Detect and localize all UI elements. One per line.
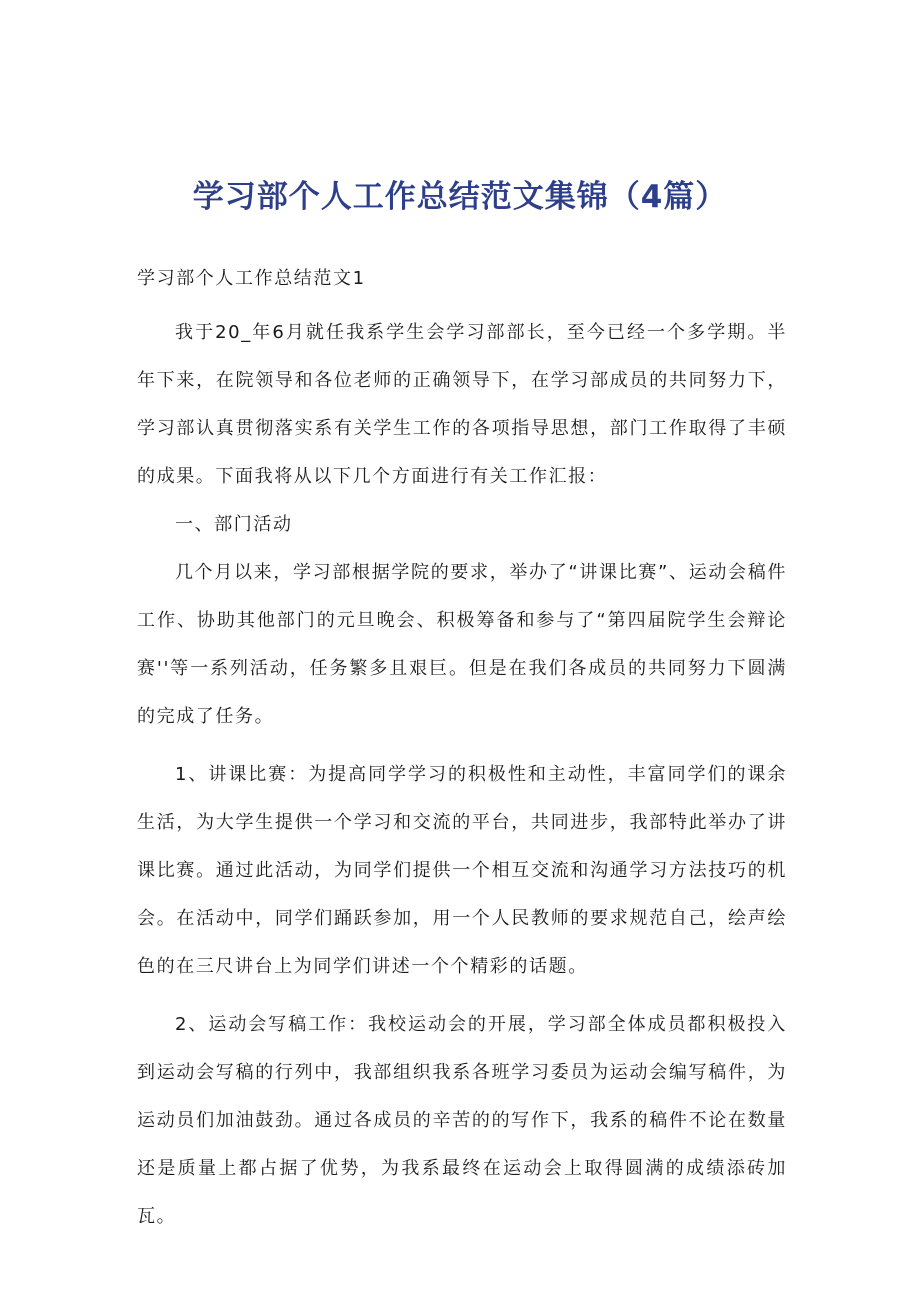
section-1-paragraph: 几个月以来，学习部根据学院的要求，举办了“讲课比赛”、运动会稿件工作、协助其他部门的元旦晚会、积极筹备和参与了“第四届院学生会辩论赛''等一系列活动，任务繁多且艰巨。但是在我们各成员的共同努力下圆满的完成了任务。	[137, 562, 787, 727]
item-1-paragraph: 1、讲课比赛：为提高同学学习的积极性和主动性，丰富同学们的课余生活，为大学生提供一个学习和交流的平台，共同进步，我部特此举办了讲课比赛。通过此活动，为同学们提供一个相互交流和沟通学习方法技巧的机会。在活动中，同学们踊跃参加，用一个人民教师的要求规范自己，绘声绘色的在三尺讲台上为同学们讲述一个个精彩的话题。	[137, 764, 787, 977]
item-2-paragraph: 2、运动会写稿工作：我校运动会的开展，学习部全体成员都积极投入到运动会写稿的行列中，我部组织我系各班学习委员为运动会编写稿件，为运动员们加油鼓劲。通过各成员的辛苦的的写作下，我系的稿件不论在数量还是质量上都占据了优势，为我系最终在运动会上取得圆满的成绩添砖加瓦。	[137, 1014, 787, 1227]
intro-paragraph: 我于20_年6月就任我系学生会学习部部长，至今已经一个多学期。半年下来，在院领导和各位老师的正确领导下，在学习部成员的共同努力下，学习部认真贯彻落实系有关学生工作的各项指导思想，部门工作取得了丰硕的成果。下面我将从以下几个方面进行有关工作汇报：	[137, 322, 787, 487]
section-heading-department-activities: 一、部门活动	[175, 514, 293, 535]
document-title: 学习部个人工作总结范文集锦（4篇）	[192, 178, 728, 215]
document-subtitle: 学习部个人工作总结范文1	[137, 268, 366, 289]
document-body	[137, 255, 787, 1241]
